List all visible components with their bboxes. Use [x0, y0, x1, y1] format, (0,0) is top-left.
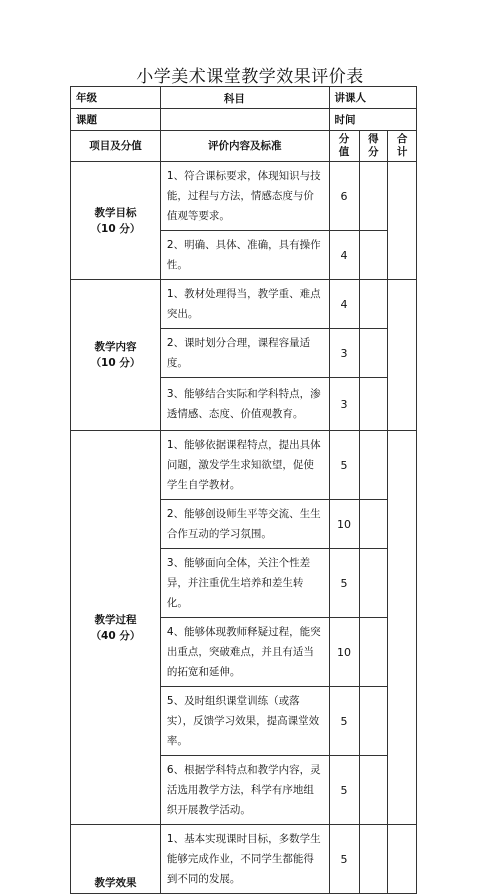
column-header-row — [71, 131, 417, 162]
header-row-1 — [71, 87, 417, 109]
criterion-text: 1、符合课标要求，体现知识与技能，过程与方法，情感态度与价值观等要求。 — [160, 162, 329, 231]
evaluation-table — [70, 86, 417, 894]
col-content-header: 评价内容及标准 — [160, 131, 329, 162]
earned-score-cell[interactable] — [359, 500, 388, 549]
criterion-score: 5 — [329, 431, 359, 500]
earned-score-cell[interactable] — [359, 549, 388, 618]
earned-score-cell[interactable] — [359, 378, 388, 431]
criterion-score: 6 — [329, 162, 359, 231]
criterion-text: 2、明确、具体、准确，具有操作性。 — [160, 231, 329, 280]
criterion-score: 4 — [329, 231, 359, 280]
page-title: 小学美术课堂教学效果评价表 — [136, 67, 364, 87]
earned-score-cell[interactable] — [359, 329, 388, 378]
criterion-text: 3、能够面向全体，关注个性差异，并注重优生培养和差生转化。 — [160, 549, 329, 618]
criterion-score: 10 — [329, 618, 359, 687]
earned-score-cell[interactable] — [359, 687, 388, 756]
grade-label: 年级 — [71, 87, 161, 109]
criterion-text: 1、教材处理得当，教学重、难点突出。 — [160, 280, 329, 329]
criterion-score: 4 — [329, 280, 359, 329]
criterion-score: 5 — [329, 549, 359, 618]
section-label: 教学效果 — [71, 825, 161, 894]
total-score-cell[interactable] — [388, 431, 417, 825]
topic-label: 课题 — [71, 109, 161, 131]
criterion-text: 2、课时划分合理，课程容量适度。 — [160, 329, 329, 378]
criterion-score: 3 — [329, 378, 359, 431]
earned-score-cell[interactable] — [359, 431, 388, 500]
criterion-text: 4、能够体现教师释疑过程，能突出重点，突破难点，并且有适当的拓宽和延伸。 — [160, 618, 329, 687]
earned-score-cell[interactable] — [359, 756, 388, 825]
criterion-text: 3、能够结合实际和学科特点，渗透情感、态度、价值观教育。 — [160, 378, 329, 431]
earned-score-cell[interactable] — [359, 280, 388, 329]
topic-value[interactable] — [160, 109, 329, 131]
criterion-text: 2、能够创设师生平等交流、生生合作互动的学习氛围。 — [160, 500, 329, 549]
subject-label: 科目 — [223, 93, 245, 105]
time-label: 时间 — [334, 114, 356, 126]
total-score-cell[interactable] — [388, 825, 417, 894]
section-label: 教学内容 （10 分） — [71, 280, 161, 431]
criterion-score: 10 — [329, 500, 359, 549]
section-label: 教学目标 （10 分） — [71, 162, 161, 280]
total-score-cell[interactable] — [388, 280, 417, 431]
criterion-score: 5 — [329, 825, 359, 894]
earned-score-cell[interactable] — [359, 231, 388, 280]
col-points-header: 分 值 — [329, 131, 359, 162]
criterion-text: 6、根据学科特点和教学内容，灵活选用教学方法，科学有序地组织开展教学活动。 — [160, 756, 329, 825]
teacher-cell — [329, 87, 416, 109]
teacher-label: 讲课人 — [334, 92, 367, 104]
criterion-text: 1、能够依据课程特点，提出具体问题，激发学生求知欲望，促使学生自学教材。 — [160, 431, 329, 500]
table-row — [71, 162, 417, 231]
header-row-2 — [71, 109, 417, 131]
col-item-header: 项目及分值 — [71, 131, 161, 162]
earned-score-cell[interactable] — [359, 618, 388, 687]
table-row — [71, 280, 417, 329]
section-label: 教学过程 （40 分） — [71, 431, 161, 825]
total-score-cell[interactable] — [388, 162, 417, 280]
criterion-text: 5、及时组织课堂训练（或落实），反馈学习效果，提高课堂效率。 — [160, 687, 329, 756]
time-cell — [329, 109, 416, 131]
criterion-score: 3 — [329, 329, 359, 378]
criterion-score: 5 — [329, 756, 359, 825]
col-earned-header: 得 分 — [359, 131, 388, 162]
criterion-score: 5 — [329, 687, 359, 756]
col-total-header: 合 计 — [388, 131, 417, 162]
table-row — [71, 825, 417, 894]
criterion-text: 1、基本实现课时目标，多数学生能够完成作业，不同学生都能得到不同的发展。 — [160, 825, 329, 894]
earned-score-cell[interactable] — [359, 162, 388, 231]
subject-cell — [223, 87, 329, 109]
earned-score-cell[interactable] — [359, 825, 388, 894]
table-row — [71, 431, 417, 500]
